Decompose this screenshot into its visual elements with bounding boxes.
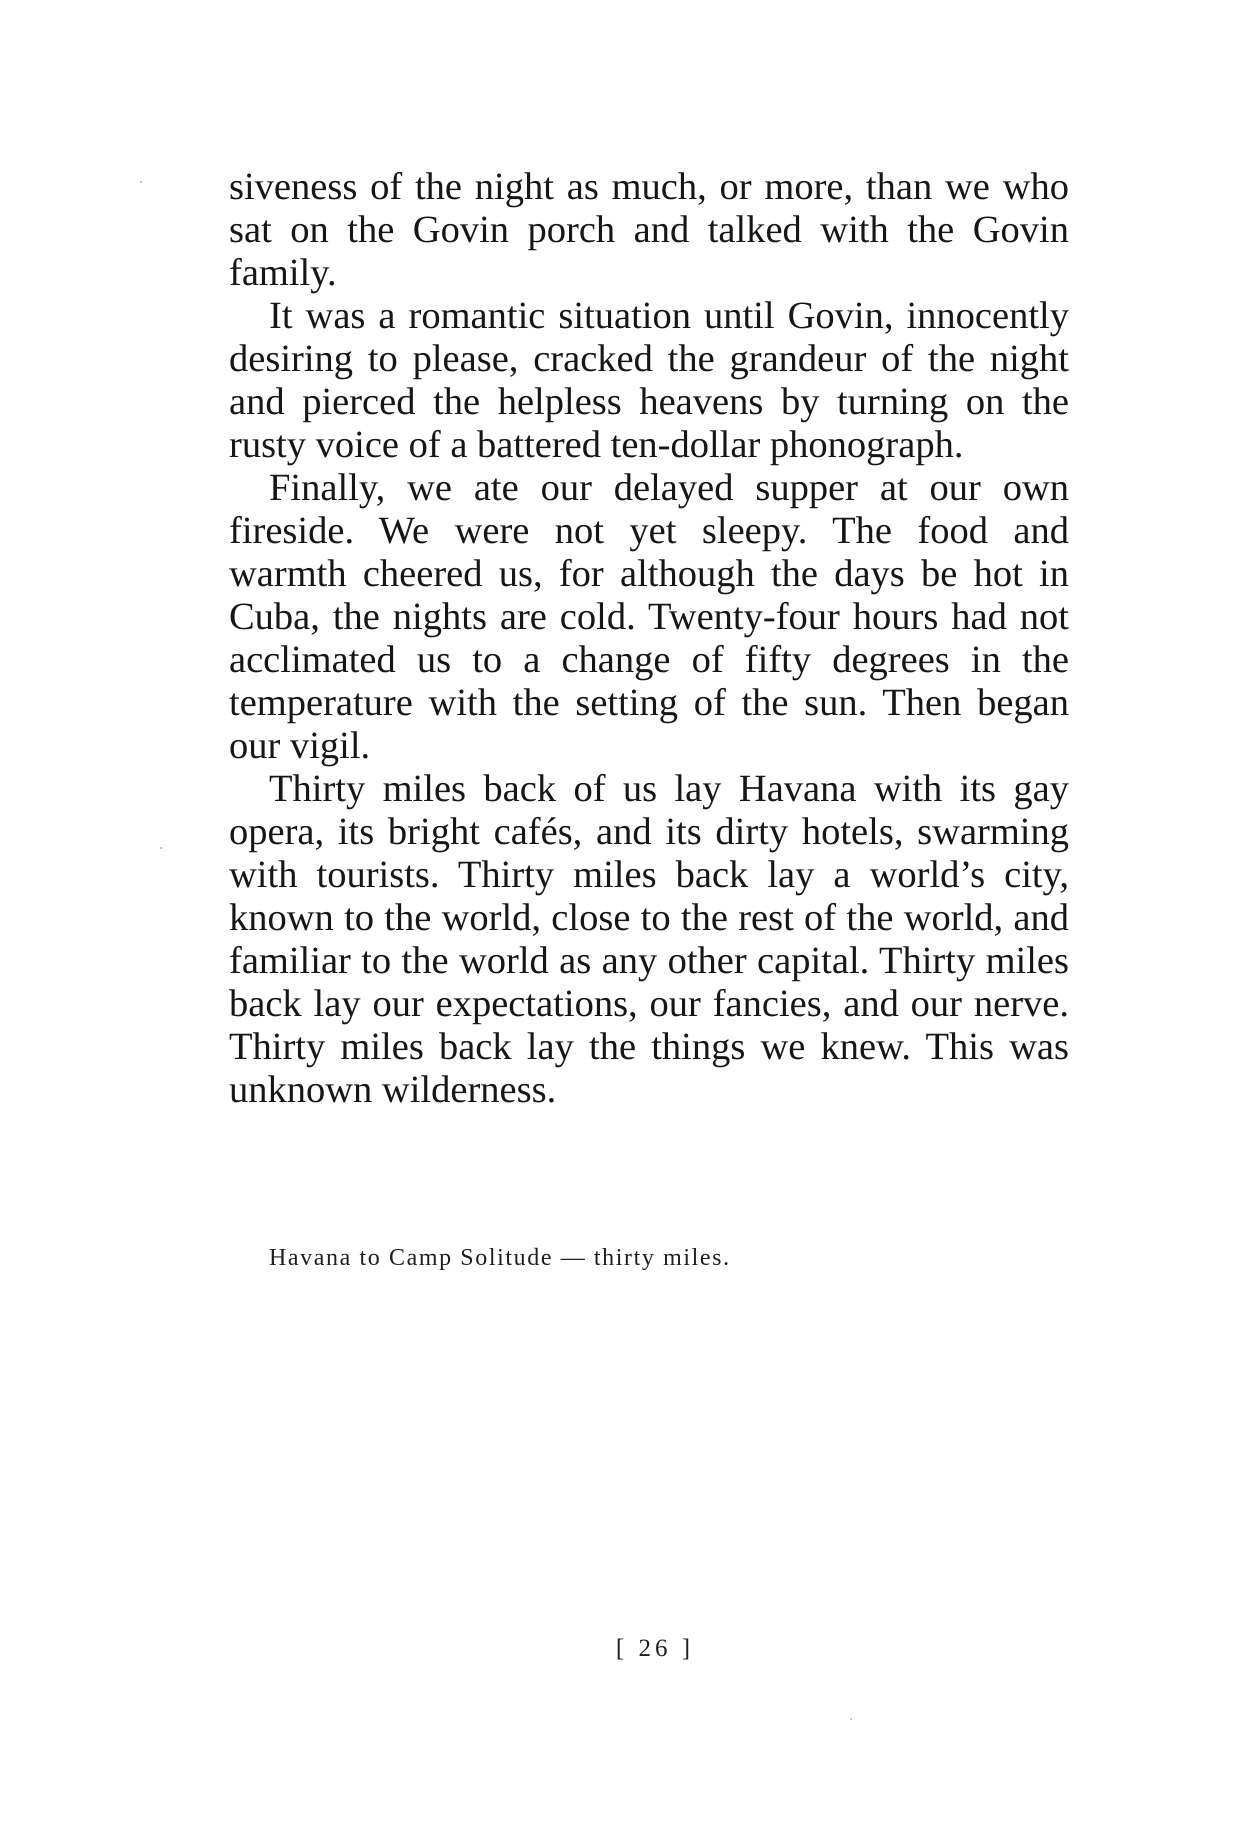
- paper-speck: [850, 1718, 852, 1720]
- photo-caption: Havana to Camp Solitude — thirty miles.: [269, 1245, 731, 1271]
- paragraph-continued: siveness of the night as much, or more, than we who sat on the Govin porch and talked with the Govin family.: [229, 166, 1069, 294]
- paragraph-supper: Finally, we ate our delayed supper at our own fireside. We were not yet sleepy. The food and warmth cheered us, for although the days be hot in Cuba, the nights are cold. Twenty-four hours had not acclimated us to a change of fifty degrees in the temperature with the setting of the sun. Then began our vigil.: [229, 467, 1069, 767]
- paragraph-havana: Thirty miles back of us lay Havana with its gay opera, its bright cafés, and its dirty hotels, swarming with tourists. Thirty miles back lay a world’s city, known to the world, close to the rest of the world, and familiar to the world as any other capital. Thirty miles back lay our expectations, our fancies, and our nerve. Thirty miles back lay the things we knew. This was unknown wilderness.: [229, 768, 1069, 1111]
- paragraph-romantic-situation: It was a romantic situation until Govin, innocently desiring to please, cracked the grandeur of the night and pierced the helpless heavens by turning on the rusty voice of a battered ten-dollar phonograph.: [229, 295, 1069, 466]
- page-number: [ 26 ]: [615, 1635, 695, 1662]
- body-text: [229, 166, 1069, 1112]
- paper-speck: [140, 181, 142, 183]
- paper-speck: [160, 847, 162, 849]
